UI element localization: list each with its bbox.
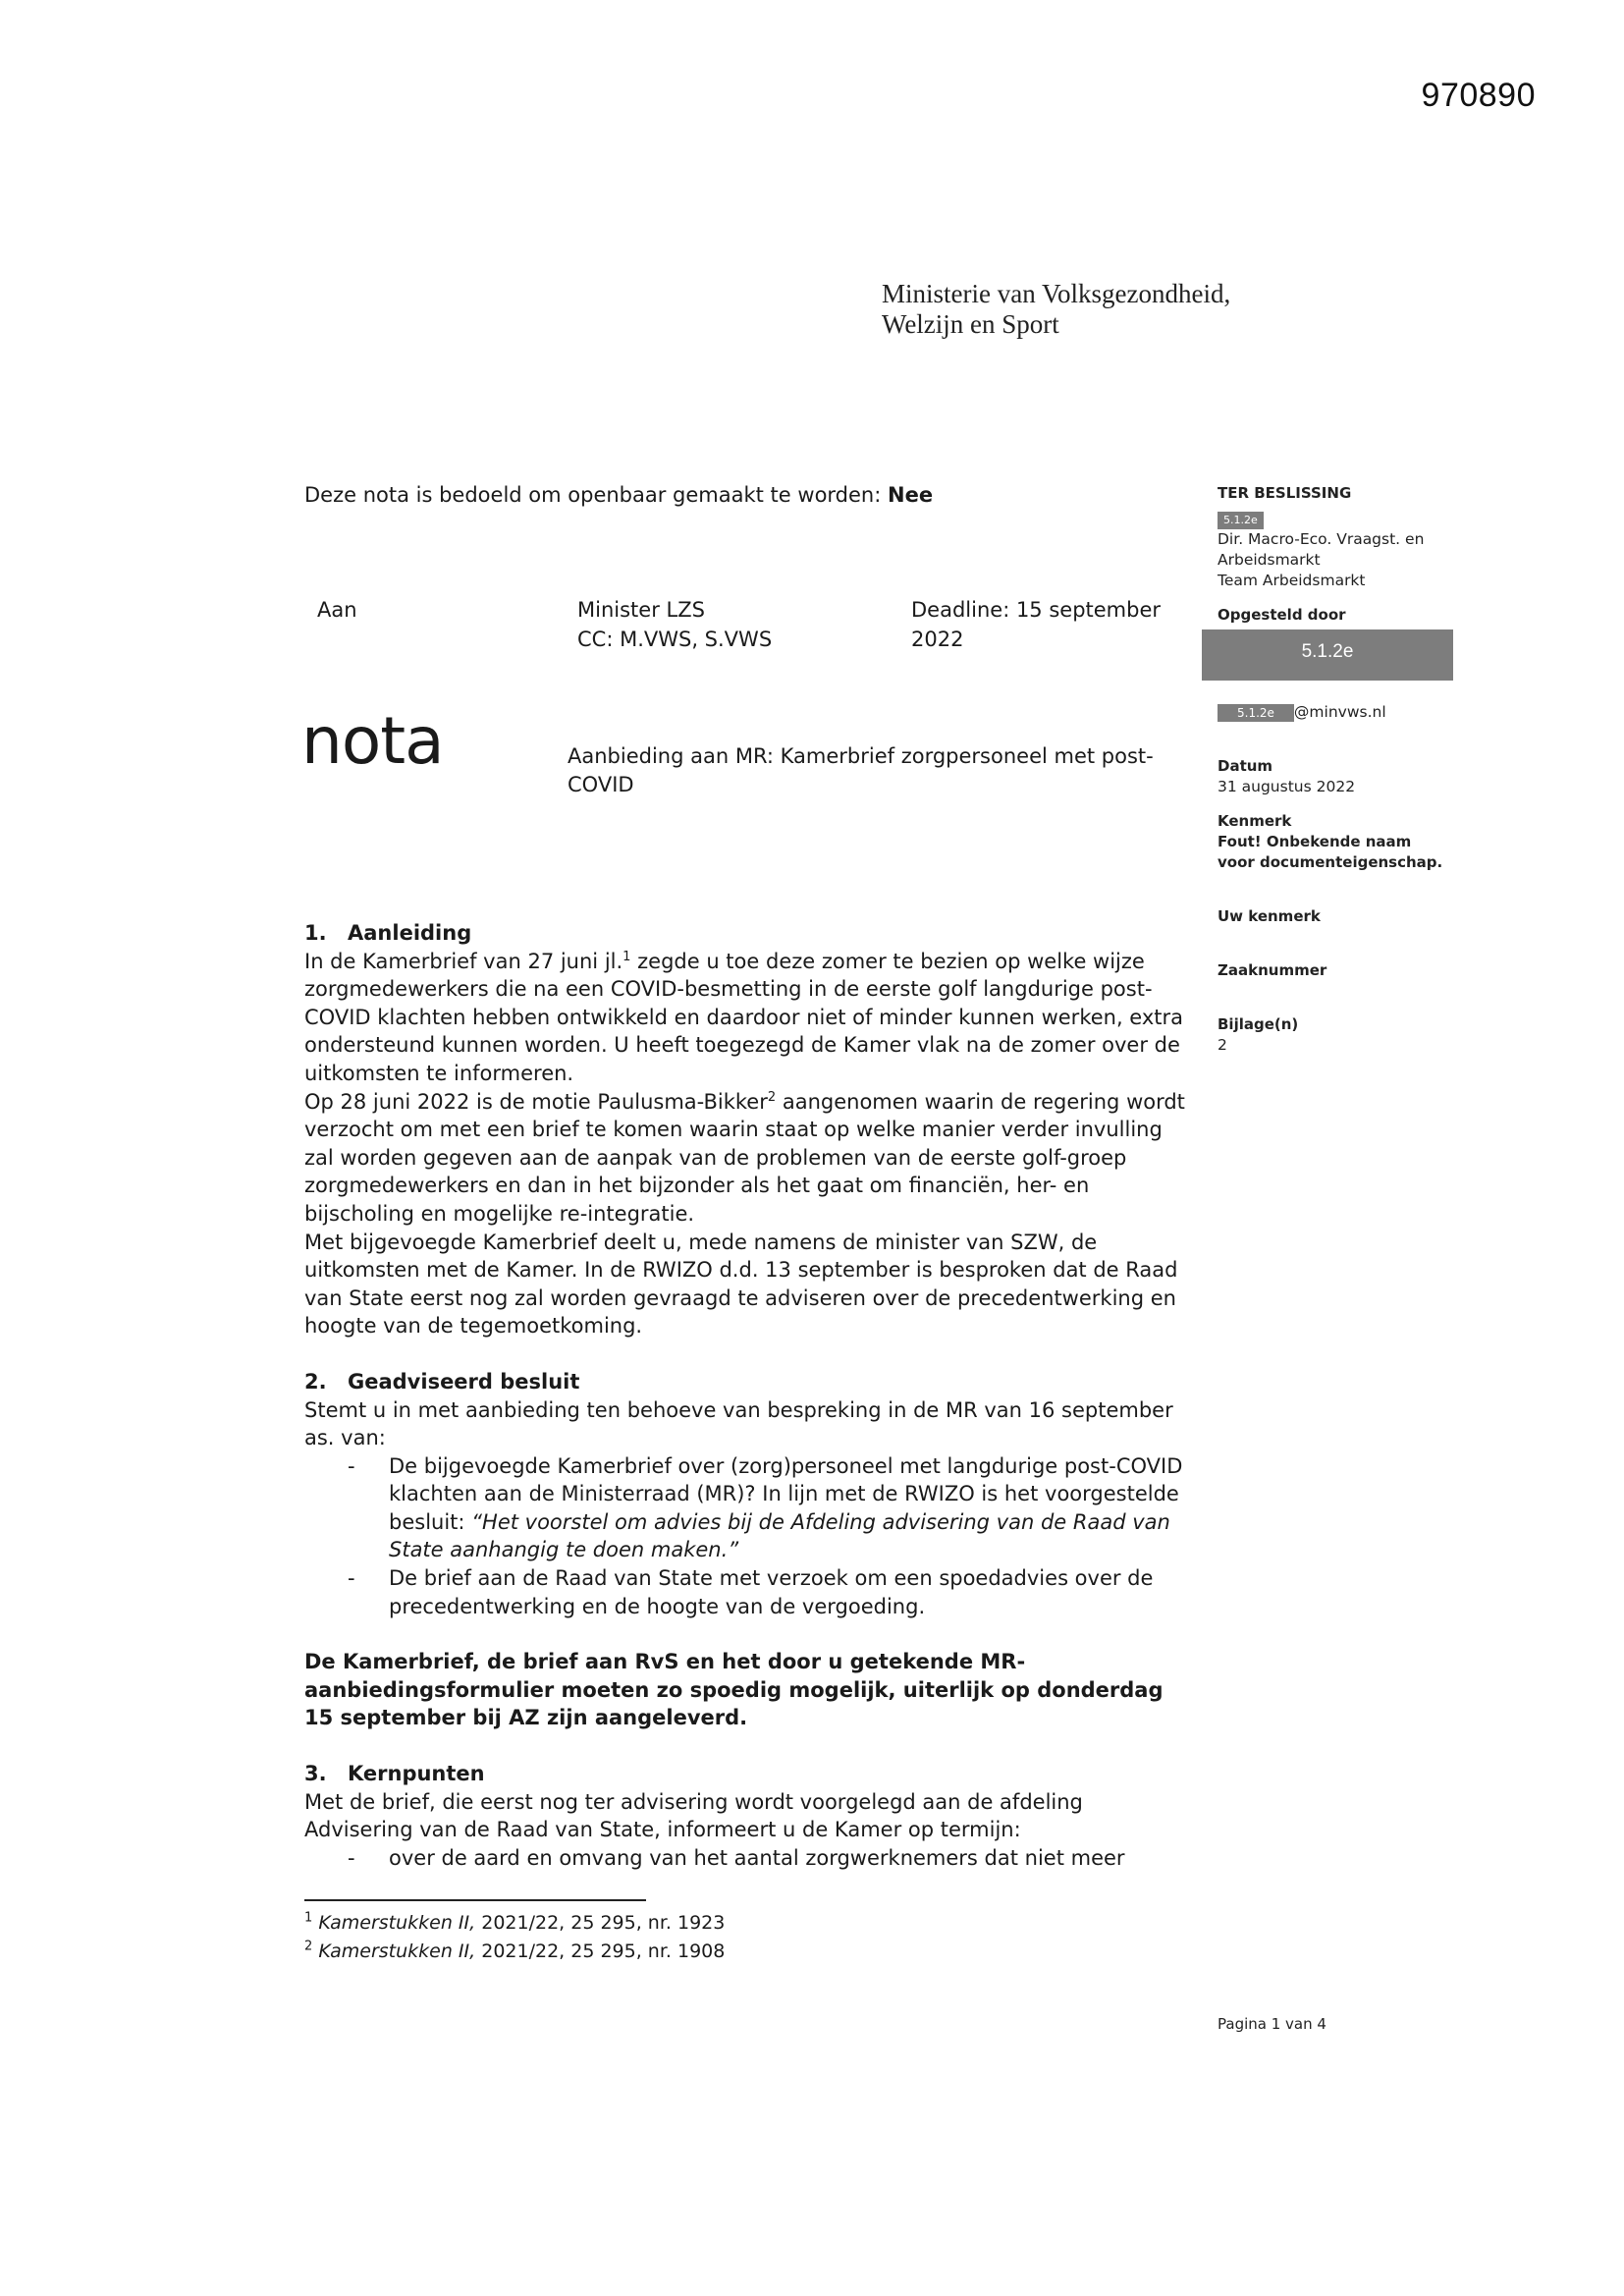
section-number: 3. [304,1762,327,1786]
reference-value-line1: Fout! Onbekende naam [1218,833,1412,850]
paragraph-text: zegde u toe deze zomer te bezien op welke wijze zorgmedewerkers die na een COVID-besmetting in de eerste golf langdurige post-COVID klachten hebben ontwikkeld en daardoor niet of minder kunnen werken, extra ondersteund kunnen worden. U heeft toegezegd de Kamer vlak na de zomer over de uitkomsten te informeren. [304,949,1184,1085]
section-title: Aanleiding [348,921,472,945]
paragraph-text: Op 28 juni 2022 is de motie Paulusma-Bikker [304,1089,768,1114]
paragraph: Stemt u in met aanbieding ten behoeve van bespreking in de MR van 16 september as. van: [304,1397,1173,1450]
section-heading-aanleiding [304,919,1198,948]
paragraph: Met de brief, die eerst nog ter advisering wordt voorgelegd aan de afdeling Advisering van de Raad van State, informeert u de Kamer op termijn: [304,1789,1083,1842]
footnote-ref: 1 [623,949,631,964]
address-recipients [577,595,772,654]
ministry-name-line2: Welzijn en Sport [882,309,1059,339]
your-reference-label: Uw kenmerk [1218,907,1321,925]
footnote-ref: 2 [767,1089,777,1105]
list-item: - over de aard en omvang van het aantal zorgwerknemers dat niet meer [344,1844,1198,1873]
email-address [1218,702,1453,723]
section-title: Geadviseerd besluit [348,1369,580,1394]
list-item-text: De bijgevoegde Kamerbrief over (zorg)personeel met langdurige post-COVID klachten aan de Ministerraad (MR)? In lijn met de RWIZO is het voorgestelde besluit: [389,1453,1183,1534]
document-number: 970890 [1421,77,1536,114]
paragraph: Met bijgevoegde Kamerbrief deelt u, mede namens de minister van SZW, de uitkomsten met de Kamer. In de RWIZO d.d. 13 september is besproken dat de Raad van State eerst nog zal worden gevraagd te adviseren over de precedentwerking en hoogte van de tegemoetkoming. [304,1230,1178,1339]
section-number: 2. [304,1369,327,1394]
address-label: Aan [317,598,357,622]
deadline-line1: Deadline: 15 september [911,598,1162,622]
decision-list [304,1452,1198,1621]
status-label: TER BESLISSING [1218,484,1352,502]
paragraph-text: In de Kamerbrief van 27 juni jl. [304,949,623,973]
subject-line: Aanbieding aan MR: Kamerbrief zorgpersoneel met post-COVID [568,744,1154,796]
deadline-notice: De Kamerbrief, de brief aan RvS en het door u getekende MR-aanbiedingsformulier moeten zo spoedig mogelijk, uiterlijk op donderdag 15 september bij AZ zijn aangeleverd. [304,1650,1164,1730]
footnote [304,1909,725,1938]
section-heading-besluit [304,1368,1198,1396]
date-label: Datum [1218,757,1273,775]
date-value: 31 augustus 2022 [1218,778,1356,795]
key-points-list [304,1844,1198,1873]
reference-value-line2: voor documenteigenschap. [1218,853,1443,871]
metadata-sidebar [1218,483,1453,1056]
list-item-quote: “Het voorstel om advies bij de Afdeling advisering van de Raad van State aanhangig te doen maken.” [389,1509,1170,1562]
page-number: Pagina 1 van 4 [1218,2015,1326,2033]
footnote [304,1938,725,1966]
list-item: - De brief aan de Raad van State met verzoek om een spoedadvies over de precedentwerking en de hoogte van de vergoeding. [344,1564,1198,1620]
footnote-text: 2021/22, 25 295, nr. 1923 [475,1912,726,1934]
publication-notice-value: Nee [888,483,934,507]
reference-label: Kenmerk [1218,812,1292,830]
ministry-name [882,279,1230,340]
list-item [344,1452,1198,1564]
department-line2: Arbeidsmarkt [1218,551,1321,569]
footnote-text: 2021/22, 25 295, nr. 1908 [475,1941,726,1962]
deadline-line2: 2022 [911,628,964,651]
footnote-source: Kamerstukken II, [318,1941,476,1962]
redaction-box: 5.1.2e [1218,512,1264,529]
ministry-name-line1: Ministerie van Volksgezondheid, [882,279,1231,308]
nota-logo: nota [301,703,444,779]
address-recipient-cc: CC: M.VWS, S.VWS [577,628,773,651]
paragraph-text: aangenomen waarin de regering wordt verzocht om met een brief te komen waarin staat op welke manier verder invulling zal worden gegeven aan de aanpak van de problemen van de eerste golf-groep zorgmedewerkers en dan in het bijzonder als het gaat om financiën, her- en bijscholing en mogelijke re-integratie. [304,1089,1185,1226]
publication-notice-text: Deze nota is bedoeld om openbaar gemaakt te worden: [304,483,888,507]
section-title: Kernpunten [348,1762,485,1786]
attachments-value: 2 [1218,1036,1227,1054]
section-number: 1. [304,921,327,945]
paragraph [304,948,1198,1088]
department-line3: Team Arbeidsmarkt [1218,572,1366,589]
email-domain: @minvws.nl [1293,703,1386,721]
footnotes [304,1909,725,1966]
publication-notice [304,483,933,507]
case-number-label: Zaaknummer [1218,961,1327,979]
section-heading-kernpunten [304,1760,1198,1788]
department-line1: Dir. Macro-Eco. Vraagst. en [1218,530,1425,548]
address-recipient-main: Minister LZS [577,598,705,622]
paragraph [304,1088,1198,1229]
footnote-divider [304,1899,646,1901]
footnote-number: 1 [304,1910,313,1926]
redaction-box: 5.1.2e [1218,704,1294,722]
drafted-by-label: Opgesteld door [1218,606,1346,624]
footnote-number: 2 [304,1939,313,1954]
main-body [304,919,1198,1872]
deadline [911,595,1196,654]
attachments-label: Bijlage(n) [1218,1015,1299,1033]
redaction-box: 5.1.2e [1202,629,1453,681]
footnote-source: Kamerstukken II, [318,1912,476,1934]
